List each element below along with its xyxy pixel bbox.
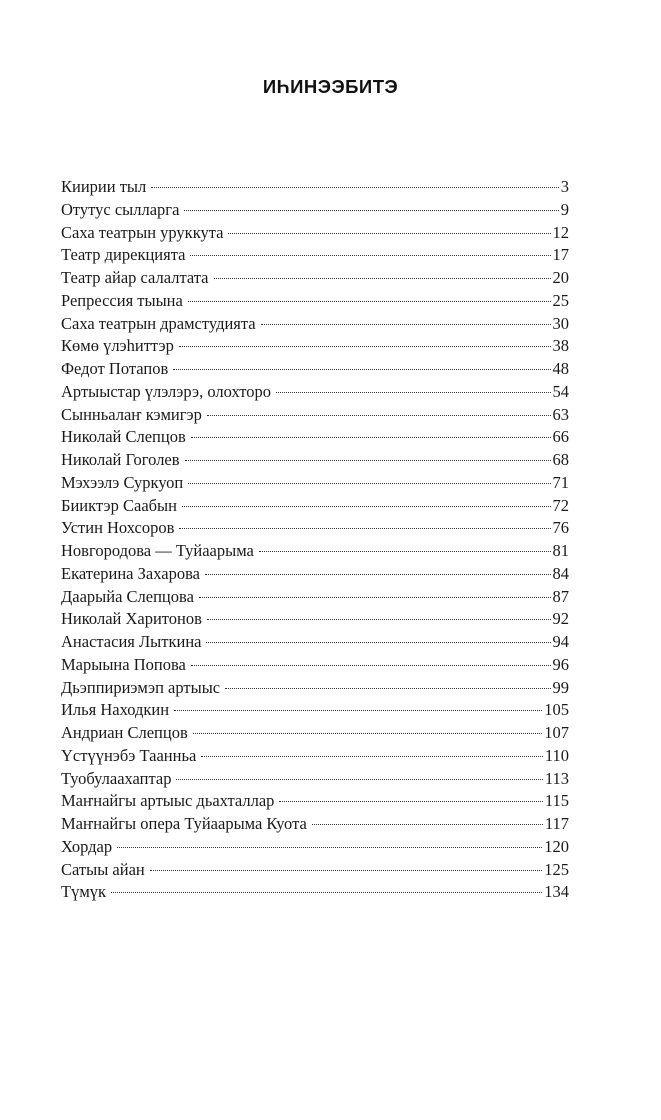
toc-entry <box>61 654 569 677</box>
dot-leader <box>173 369 550 370</box>
toc-entry <box>61 267 569 290</box>
toc-entry <box>61 608 569 631</box>
toc-entry-page-number: 117 <box>544 814 569 833</box>
toc-entry-title: Федот Потапов <box>61 359 169 378</box>
toc-entry <box>61 768 569 791</box>
dot-leader <box>188 301 551 302</box>
toc-entry <box>61 813 569 836</box>
toc-entry-title: Театр дирекцията <box>61 245 186 265</box>
toc-entry-page-number: 107 <box>544 723 569 742</box>
toc-entry <box>61 722 569 745</box>
toc-entry-page-number: 120 <box>544 836 569 856</box>
toc-entry-title: Екатерина Захарова <box>61 563 200 583</box>
toc-entry-page-number: 81 <box>552 541 569 560</box>
dot-leader <box>193 733 542 734</box>
page-title: ИҺИНЭЭБИТЭ <box>262 76 399 97</box>
toc-entry-title: Бииктэр Саабын <box>61 495 177 515</box>
dot-leader <box>176 779 542 780</box>
toc-entry <box>61 859 569 882</box>
dot-leader <box>188 483 550 484</box>
toc-entry-page-number: 9 <box>560 199 569 219</box>
toc-entry <box>61 472 569 495</box>
dot-leader <box>174 710 542 711</box>
dot-leader <box>259 551 551 552</box>
toc-entry <box>61 290 569 313</box>
toc-entry-page-number: 72 <box>552 495 569 515</box>
dot-leader <box>191 665 551 666</box>
toc-entry-page-number: 92 <box>552 609 569 629</box>
toc-entry <box>61 677 569 700</box>
toc-entry-title: Дьэппириэмэп артыыс <box>61 677 221 697</box>
toc-entry-title: Андриан Слепцов <box>61 723 188 742</box>
toc-entry-title: Сатыы айан <box>61 859 145 879</box>
dot-leader <box>182 506 551 507</box>
toc-entry-page-number: 99 <box>552 677 569 697</box>
toc-entry-page-number: 105 <box>544 700 569 720</box>
toc-entry-title: Туобулаахаптар <box>61 768 172 788</box>
dot-leader <box>312 824 543 825</box>
toc-entry-page-number: 30 <box>552 313 569 333</box>
dot-leader <box>228 233 550 234</box>
toc-entry <box>61 745 569 768</box>
toc-entry-title: Түмүк <box>61 882 107 902</box>
toc-entry-page-number: 20 <box>552 268 569 287</box>
dot-leader <box>207 415 551 416</box>
toc-entry-page-number: 94 <box>552 632 569 651</box>
toc-entry <box>61 176 569 199</box>
dot-leader <box>191 437 551 438</box>
toc-entry-page-number: 113 <box>544 768 569 788</box>
toc-entry-page-number: 12 <box>552 222 569 242</box>
dot-leader <box>205 574 551 575</box>
toc-entry-title: Николай Харитонов <box>61 609 202 629</box>
toc-entry <box>61 244 569 267</box>
toc-entry <box>61 586 569 609</box>
toc-entry-title: Новгородова — Туйаарыма <box>61 541 254 560</box>
toc-entry-title: Илья Находкин <box>61 700 170 720</box>
dot-leader <box>179 528 550 529</box>
toc-entry-title: Даарыйа Слепцова <box>61 586 194 606</box>
toc-entry-page-number: 17 <box>552 245 569 265</box>
dot-leader <box>151 187 559 188</box>
toc-entry-page-number: 110 <box>544 745 569 765</box>
toc-entry-title: Николай Слепцов <box>61 427 186 447</box>
dot-leader <box>207 619 551 620</box>
toc-entry-title: Театр айар салалтата <box>61 268 209 287</box>
toc-entry <box>61 540 569 563</box>
toc-entry-title: Көмө үлэһиттэр <box>61 336 174 356</box>
dot-leader <box>276 392 550 393</box>
toc-entry-page-number: 48 <box>552 359 569 378</box>
toc-entry-page-number: 54 <box>552 381 569 401</box>
toc-entry-title: Үстүүнэбэ Таанньа <box>61 745 197 765</box>
table-of-contents <box>61 176 569 904</box>
toc-entry-page-number: 84 <box>552 563 569 583</box>
toc-entry <box>61 449 569 472</box>
toc-entry <box>61 836 569 859</box>
dot-leader <box>150 870 543 871</box>
dot-leader <box>201 756 543 757</box>
toc-entry <box>61 495 569 518</box>
toc-entry-title: Устин Нохсоров <box>61 518 175 538</box>
toc-entry-page-number: 68 <box>552 450 569 469</box>
toc-entry-title: Мэхээлэ Суркуоп <box>61 472 184 492</box>
toc-entry <box>61 358 569 381</box>
toc-entry-page-number: 87 <box>552 586 569 606</box>
toc-entry <box>61 881 569 904</box>
toc-entry <box>61 699 569 722</box>
toc-entry-title: Киирии тыл <box>61 177 147 196</box>
toc-entry <box>61 381 569 404</box>
dot-leader <box>214 278 551 279</box>
toc-entry-title: Николай Гоголев <box>61 450 180 469</box>
toc-entry-title: Репрессия тыына <box>61 290 183 310</box>
toc-entry-title: Сынньалаҥ кэмигэр <box>61 404 202 424</box>
toc-entry-page-number: 115 <box>544 791 569 811</box>
dot-leader <box>179 346 551 347</box>
dot-leader <box>111 892 542 893</box>
toc-entry <box>61 517 569 540</box>
toc-entry-title: Марыына Попова <box>61 654 186 674</box>
toc-entry <box>61 631 569 654</box>
toc-entry <box>61 426 569 449</box>
toc-entry-page-number: 3 <box>560 177 569 196</box>
toc-entry-page-number: 76 <box>552 518 569 538</box>
toc-entry <box>61 790 569 813</box>
toc-entry <box>61 335 569 358</box>
toc-entry-page-number: 134 <box>544 882 569 902</box>
toc-entry-page-number: 96 <box>552 654 569 674</box>
toc-entry-title: Маҥнайгы артыыс дьахталлар <box>61 791 275 811</box>
dot-leader <box>117 847 542 848</box>
dot-leader <box>184 210 558 211</box>
toc-entry-title: Анастасия Лыткина <box>61 632 202 651</box>
dot-leader <box>206 642 550 643</box>
toc-entry-page-number: 71 <box>552 472 569 492</box>
dot-leader <box>225 688 550 689</box>
toc-entry <box>61 222 569 245</box>
toc-entry <box>61 404 569 427</box>
dot-leader <box>185 460 551 461</box>
dot-leader <box>190 255 550 256</box>
toc-entry-title: Хордар <box>61 836 113 856</box>
toc-entry <box>61 563 569 586</box>
dot-leader <box>261 324 551 325</box>
toc-entry-page-number: 38 <box>552 336 569 356</box>
dot-leader <box>199 597 551 598</box>
toc-entry-title: Артыыстар үлэлэрэ, олохторо <box>61 381 272 401</box>
toc-entry-page-number: 25 <box>552 290 569 310</box>
toc-entry-title: Отутус сылларга <box>61 199 180 219</box>
toc-entry-title: Саха театрын уруккута <box>61 222 224 242</box>
toc-entry-title: Саха театрын драмстудията <box>61 313 256 333</box>
dot-leader <box>279 801 542 802</box>
toc-entry-title: Маҥнайгы опера Туйаарыма Куота <box>61 814 307 833</box>
toc-entry <box>61 313 569 336</box>
toc-entry-page-number: 125 <box>544 859 569 879</box>
toc-entry-page-number: 63 <box>552 404 569 424</box>
toc-entry-page-number: 66 <box>552 427 569 447</box>
toc-entry <box>61 199 569 222</box>
